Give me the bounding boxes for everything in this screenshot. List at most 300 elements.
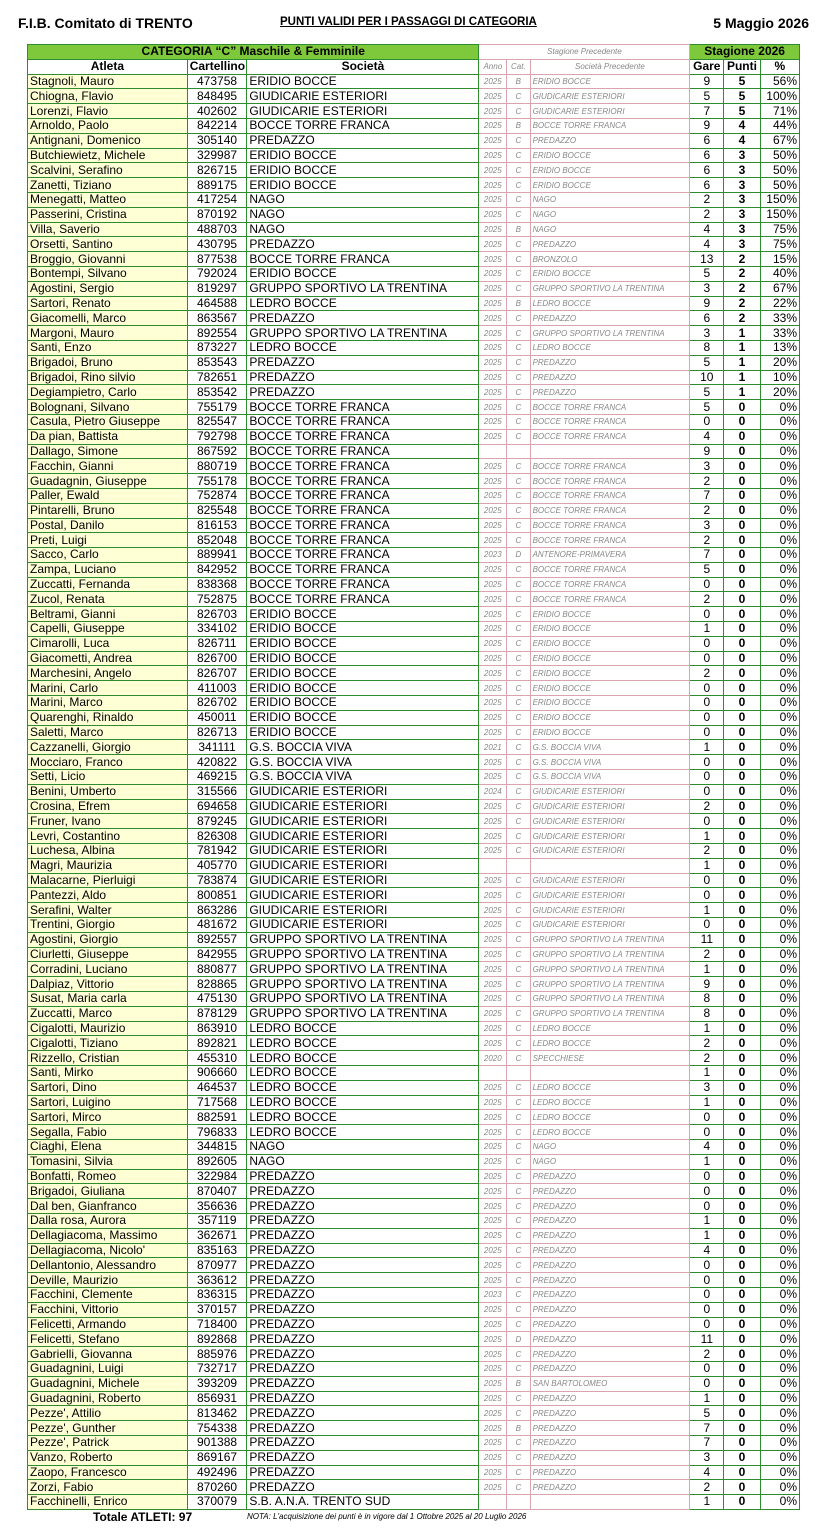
athlete-name: Agostini, Giorgio: [28, 932, 188, 947]
prev-year: 2025: [479, 1421, 507, 1436]
club: PREDAZZO: [247, 1406, 479, 1421]
athlete-name: Zampa, Luciano: [28, 562, 188, 577]
percent: 0%: [760, 459, 799, 474]
card-number: 473758: [187, 74, 247, 89]
table-row: [28, 400, 800, 415]
games: 13: [690, 252, 724, 267]
prev-year: 2025: [479, 636, 507, 651]
points: 0: [724, 799, 760, 814]
points: 0: [724, 784, 760, 799]
prev-category: C: [507, 1480, 530, 1495]
games: 0: [690, 918, 724, 933]
table-row: [28, 1347, 800, 1362]
prev-category: C: [507, 474, 530, 489]
table-row: [28, 488, 800, 503]
prev-year: 2025: [479, 725, 507, 740]
games: 8: [690, 992, 724, 1007]
games: 0: [690, 577, 724, 592]
prev-category: [507, 858, 530, 873]
prev-category: D: [507, 548, 530, 563]
club: LEDRO BOCCE: [247, 296, 479, 311]
club: GRUPPO SPORTIVO LA TRENTINA: [247, 1006, 479, 1021]
percent: 0%: [760, 1332, 799, 1347]
points: 0: [724, 725, 760, 740]
percent: 0%: [760, 1480, 799, 1495]
games: 2: [690, 844, 724, 859]
prev-category: C: [507, 873, 530, 888]
prev-club: ERIDIO BOCCE: [530, 622, 690, 637]
table-row: [28, 104, 800, 119]
prev-club: GIUDICARIE ESTERIORI: [530, 784, 690, 799]
percent: 0%: [760, 1125, 799, 1140]
games: 1: [690, 858, 724, 873]
card-number: 853542: [187, 385, 247, 400]
prev-year: 2025: [479, 903, 507, 918]
prev-category: C: [507, 1406, 530, 1421]
club: PREDAZZO: [247, 1421, 479, 1436]
points: 0: [724, 1006, 760, 1021]
prev-category: C: [507, 1199, 530, 1214]
table-row: [28, 977, 800, 992]
athlete-name: Corradini, Luciano: [28, 962, 188, 977]
percent: 0%: [760, 414, 799, 429]
points: 0: [724, 814, 760, 829]
athlete-name: Sartori, Mirco: [28, 1110, 188, 1125]
points: 0: [724, 1302, 760, 1317]
club: GIUDICARIE ESTERIORI: [247, 888, 479, 903]
prev-category: C: [507, 636, 530, 651]
prev-club: PREDAZZO: [530, 1213, 690, 1228]
card-number: 892557: [187, 932, 247, 947]
card-number: 717568: [187, 1095, 247, 1110]
percent: 67%: [760, 133, 799, 148]
points: 0: [724, 592, 760, 607]
prev-year: 2025: [479, 1480, 507, 1495]
percent: 0%: [760, 562, 799, 577]
athlete-name: Orsetti, Santino: [28, 237, 188, 252]
games: 1: [690, 829, 724, 844]
card-number: 826711: [187, 636, 247, 651]
table-row: [28, 636, 800, 651]
prev-category: C: [507, 799, 530, 814]
games: 2: [690, 1347, 724, 1362]
points: 0: [724, 636, 760, 651]
prev-year: 2025: [479, 1258, 507, 1273]
games: 1: [690, 1154, 724, 1169]
games: 0: [690, 1258, 724, 1273]
prev-club: PREDAZZO: [530, 1184, 690, 1199]
prev-club: BOCCE TORRE FRANCA: [530, 533, 690, 548]
prev-year: 2025: [479, 400, 507, 415]
table-row: [28, 651, 800, 666]
club: PREDAZZO: [247, 1199, 479, 1214]
prev-year: 2025: [479, 1406, 507, 1421]
games: 5: [690, 266, 724, 281]
percent: 100%: [760, 89, 799, 104]
prev-category: C: [507, 133, 530, 148]
prev-club: NAGO: [530, 222, 690, 237]
prev-year: 2025: [479, 918, 507, 933]
card-number: 816153: [187, 518, 247, 533]
athlete-name: Guadagnini, Michele: [28, 1376, 188, 1391]
table-row: [28, 1243, 800, 1258]
ranking-table: [27, 44, 800, 1510]
card-number: 402602: [187, 104, 247, 119]
athlete-name: Facchini, Vittorio: [28, 1302, 188, 1317]
prev-category: C: [507, 1110, 530, 1125]
athlete-name: Casula, Pietro Giuseppe: [28, 414, 188, 429]
points: 0: [724, 1243, 760, 1258]
percent: 0%: [760, 1021, 799, 1036]
prev-club: LEDRO BOCCE: [530, 296, 690, 311]
table-row: [28, 429, 800, 444]
games: 5: [690, 1406, 724, 1421]
card-number: 842955: [187, 947, 247, 962]
games: 1: [690, 1021, 724, 1036]
table-row: [28, 622, 800, 637]
points: 3: [724, 237, 760, 252]
athlete-name: Beltrami, Gianni: [28, 607, 188, 622]
card-number: 869167: [187, 1450, 247, 1465]
club: ERIDIO BOCCE: [247, 636, 479, 651]
prev-club: G.S. BOCCIA VIVA: [530, 740, 690, 755]
prev-year: 2025: [479, 814, 507, 829]
prev-year: 2023: [479, 548, 507, 563]
points: 0: [724, 548, 760, 563]
prev-category: C: [507, 696, 530, 711]
prev-club: PREDAZZO: [530, 1287, 690, 1302]
table-row: [28, 1317, 800, 1332]
club: BOCCE TORRE FRANCA: [247, 503, 479, 518]
prev-category: D: [507, 1332, 530, 1347]
percent: 33%: [760, 311, 799, 326]
club: ERIDIO BOCCE: [247, 622, 479, 637]
games: 3: [690, 1080, 724, 1095]
prev-year: 2025: [479, 844, 507, 859]
card-number: 464588: [187, 296, 247, 311]
prev-club: GRUPPO SPORTIVO LA TRENTINA: [530, 932, 690, 947]
prev-category: C: [507, 311, 530, 326]
club: BOCCE TORRE FRANCA: [247, 400, 479, 415]
prev-year: 2025: [479, 1213, 507, 1228]
games: 2: [690, 207, 724, 222]
card-number: 430795: [187, 237, 247, 252]
prev-year: 2025: [479, 429, 507, 444]
prev-year: 2024: [479, 784, 507, 799]
games: 7: [690, 548, 724, 563]
card-number: 836315: [187, 1287, 247, 1302]
prev-year: 2025: [479, 104, 507, 119]
card-number: 892868: [187, 1332, 247, 1347]
prev-club: PREDAZZO: [530, 1169, 690, 1184]
table-row: [28, 1228, 800, 1243]
games: 3: [690, 326, 724, 341]
table-row: [28, 666, 800, 681]
prev-year: 2025: [479, 962, 507, 977]
prev-year: 2025: [479, 1391, 507, 1406]
prev-category: C: [507, 577, 530, 592]
prev-club: ERIDIO BOCCE: [530, 163, 690, 178]
card-number: 694658: [187, 799, 247, 814]
prev-year: 2025: [479, 311, 507, 326]
column-header-row: [28, 59, 800, 74]
table-row: [28, 873, 800, 888]
percent: 0%: [760, 636, 799, 651]
table-row: [28, 829, 800, 844]
table-row: [28, 888, 800, 903]
points: 3: [724, 192, 760, 207]
percent: 0%: [760, 1421, 799, 1436]
athlete-name: Facchinelli, Enrico: [28, 1495, 188, 1510]
games: 0: [690, 710, 724, 725]
athlete-name: Butchiewietz, Michele: [28, 148, 188, 163]
games: 0: [690, 1125, 724, 1140]
points: 2: [724, 252, 760, 267]
prev-category: C: [507, 1391, 530, 1406]
prev-club: BOCCE TORRE FRANCA: [530, 577, 690, 592]
athlete-name: Dallago, Simone: [28, 444, 188, 459]
points: 1: [724, 340, 760, 355]
prev-year: 2025: [479, 252, 507, 267]
club: ERIDIO BOCCE: [247, 651, 479, 666]
games: 3: [690, 281, 724, 296]
games: 7: [690, 1435, 724, 1450]
club: PREDAZZO: [247, 1258, 479, 1273]
col-header-punti: Punti: [724, 59, 760, 74]
percent: 0%: [760, 1376, 799, 1391]
col-header-societa-precedente: Società Precedente: [530, 59, 690, 74]
prev-category: C: [507, 1006, 530, 1021]
card-number: 828865: [187, 977, 247, 992]
table-row: [28, 1332, 800, 1347]
games: 0: [690, 1376, 724, 1391]
club: BOCCE TORRE FRANCA: [247, 414, 479, 429]
card-number: 782651: [187, 370, 247, 385]
prev-category: C: [507, 1139, 530, 1154]
table-row: [28, 992, 800, 1007]
group-header-row: [28, 45, 800, 60]
card-number: 783874: [187, 873, 247, 888]
prev-category: C: [507, 252, 530, 267]
club: PREDAZZO: [247, 1243, 479, 1258]
percent: 50%: [760, 148, 799, 163]
points: 0: [724, 710, 760, 725]
prev-category: C: [507, 488, 530, 503]
games: 4: [690, 429, 724, 444]
card-number: 826308: [187, 829, 247, 844]
club: ERIDIO BOCCE: [247, 266, 479, 281]
club: GRUPPO SPORTIVO LA TRENTINA: [247, 977, 479, 992]
games: 0: [690, 1273, 724, 1288]
table-row: [28, 1021, 800, 1036]
table-row: [28, 74, 800, 89]
percent: 0%: [760, 1154, 799, 1169]
prev-year: 2025: [479, 1302, 507, 1317]
athlete-name: Preti, Luigi: [28, 533, 188, 548]
prev-club: [530, 1495, 690, 1510]
prev-category: C: [507, 533, 530, 548]
club: GIUDICARIE ESTERIORI: [247, 844, 479, 859]
points: 0: [724, 770, 760, 785]
prev-category: C: [507, 932, 530, 947]
prev-club: PREDAZZO: [530, 1406, 690, 1421]
prev-club: BOCCE TORRE FRANCA: [530, 488, 690, 503]
club: ERIDIO BOCCE: [247, 74, 479, 89]
card-number: 885976: [187, 1347, 247, 1362]
club: ERIDIO BOCCE: [247, 666, 479, 681]
prev-club: ERIDIO BOCCE: [530, 266, 690, 281]
table-row: [28, 844, 800, 859]
club: ERIDIO BOCCE: [247, 725, 479, 740]
prev-club: PREDAZZO: [530, 133, 690, 148]
card-number: 469215: [187, 770, 247, 785]
prev-club: GRUPPO SPORTIVO LA TRENTINA: [530, 947, 690, 962]
club: LEDRO BOCCE: [247, 1065, 479, 1080]
prev-year: 2025: [479, 503, 507, 518]
prev-year: 2025: [479, 592, 507, 607]
prev-club: LEDRO BOCCE: [530, 1080, 690, 1095]
athlete-name: Facchin, Gianni: [28, 459, 188, 474]
card-number: 892554: [187, 326, 247, 341]
table-row: [28, 548, 800, 563]
games: 10: [690, 370, 724, 385]
prev-year: 2025: [479, 1080, 507, 1095]
percent: 0%: [760, 518, 799, 533]
percent: 0%: [760, 1110, 799, 1125]
points: 0: [724, 858, 760, 873]
percent: 75%: [760, 222, 799, 237]
games: 0: [690, 1184, 724, 1199]
col-header-atleta: Atleta: [28, 59, 188, 74]
prev-club: ERIDIO BOCCE: [530, 148, 690, 163]
table-row: [28, 770, 800, 785]
prev-category: B: [507, 1421, 530, 1436]
prev-category: C: [507, 178, 530, 193]
prev-category: C: [507, 1302, 530, 1317]
prev-club: LEDRO BOCCE: [530, 1036, 690, 1051]
athlete-name: Dellagiacoma, Nicolo': [28, 1243, 188, 1258]
club: PREDAZZO: [247, 1213, 479, 1228]
games: 0: [690, 636, 724, 651]
prev-year: 2025: [479, 1273, 507, 1288]
games: 5: [690, 355, 724, 370]
prev-category: [507, 1495, 530, 1510]
prev-year: 2025: [479, 237, 507, 252]
prev-club: ERIDIO BOCCE: [530, 636, 690, 651]
points: 2: [724, 311, 760, 326]
club: G.S. BOCCIA VIVA: [247, 740, 479, 755]
club: PREDAZZO: [247, 1465, 479, 1480]
athlete-name: Chiogna, Flavio: [28, 89, 188, 104]
table-row: [28, 1361, 800, 1376]
club: PREDAZZO: [247, 355, 479, 370]
games: 1: [690, 962, 724, 977]
prev-year: 2025: [479, 370, 507, 385]
prev-year: [479, 858, 507, 873]
prev-club: [530, 444, 690, 459]
percent: 0%: [760, 888, 799, 903]
percent: 0%: [760, 592, 799, 607]
col-header-societa: Società: [247, 59, 479, 74]
club: BOCCE TORRE FRANCA: [247, 562, 479, 577]
table-row: [28, 1095, 800, 1110]
prev-category: B: [507, 118, 530, 133]
club: LEDRO BOCCE: [247, 1021, 479, 1036]
percent: 0%: [760, 918, 799, 933]
games: 2: [690, 592, 724, 607]
club: ERIDIO BOCCE: [247, 681, 479, 696]
card-number: 322984: [187, 1169, 247, 1184]
prev-category: C: [507, 666, 530, 681]
prev-club: SPECCHIESE: [530, 1051, 690, 1066]
table-row: [28, 1154, 800, 1169]
points: 0: [724, 414, 760, 429]
table-row: [28, 296, 800, 311]
percent: 0%: [760, 1095, 799, 1110]
athlete-name: Pezze', Gunther: [28, 1421, 188, 1436]
club: GRUPPO SPORTIVO LA TRENTINA: [247, 962, 479, 977]
club: GRUPPO SPORTIVO LA TRENTINA: [247, 932, 479, 947]
card-number: 889175: [187, 178, 247, 193]
card-number: 906660: [187, 1065, 247, 1080]
percent: 0%: [760, 1199, 799, 1214]
prev-category: C: [507, 400, 530, 415]
prev-club: PREDAZZO: [530, 355, 690, 370]
athlete-name: Tomasini, Silvia: [28, 1154, 188, 1169]
athlete-name: Pezze', Patrick: [28, 1435, 188, 1450]
percent: 22%: [760, 296, 799, 311]
prev-year: 2025: [479, 1125, 507, 1140]
games: 3: [690, 518, 724, 533]
club: GIUDICARIE ESTERIORI: [247, 858, 479, 873]
prev-category: C: [507, 992, 530, 1007]
games: 5: [690, 400, 724, 415]
prev-year: 2025: [479, 148, 507, 163]
percent: 0%: [760, 740, 799, 755]
card-number: 357119: [187, 1213, 247, 1228]
card-number: 455310: [187, 1051, 247, 1066]
club: LEDRO BOCCE: [247, 1036, 479, 1051]
prev-club: ERIDIO BOCCE: [530, 725, 690, 740]
prev-club: PREDAZZO: [530, 1480, 690, 1495]
prev-category: [507, 1065, 530, 1080]
athlete-name: Marini, Marco: [28, 696, 188, 711]
card-number: 842214: [187, 118, 247, 133]
points: 0: [724, 1139, 760, 1154]
percent: 67%: [760, 281, 799, 296]
athlete-name: Serafini, Walter: [28, 903, 188, 918]
athlete-name: Villa, Saverio: [28, 222, 188, 237]
previous-season-title: Stagione Precedente: [479, 45, 690, 60]
card-number: 870407: [187, 1184, 247, 1199]
prev-category: C: [507, 1095, 530, 1110]
points: 0: [724, 1317, 760, 1332]
table-row: [28, 89, 800, 104]
card-number: 450011: [187, 710, 247, 725]
athlete-name: Deville, Maurizio: [28, 1273, 188, 1288]
athlete-name: Dellantonio, Alessandro: [28, 1258, 188, 1273]
athlete-name: Scalvini, Serafino: [28, 163, 188, 178]
games: 0: [690, 681, 724, 696]
prev-year: 2025: [479, 355, 507, 370]
percent: 13%: [760, 340, 799, 355]
club: PREDAZZO: [247, 1169, 479, 1184]
points: 0: [724, 533, 760, 548]
points: 5: [724, 104, 760, 119]
games: 4: [690, 1465, 724, 1480]
athlete-name: Susat, Maria carla: [28, 992, 188, 1007]
prev-year: 2025: [479, 932, 507, 947]
